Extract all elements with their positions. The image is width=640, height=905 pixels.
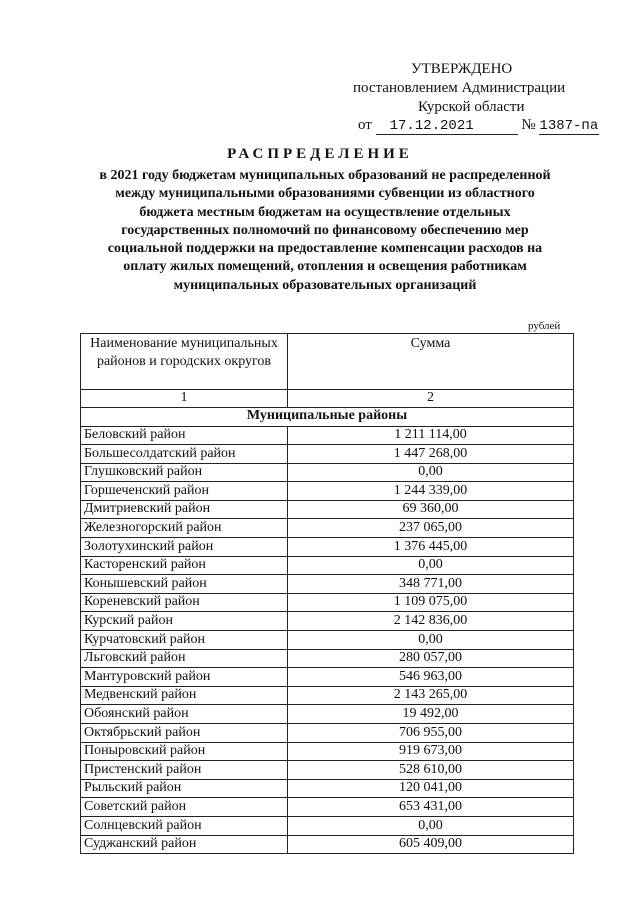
approval-authority: постановлением Администрации: [353, 80, 566, 96]
district-name: Советский район: [81, 798, 288, 817]
header-amount: Сумма: [288, 334, 574, 390]
table-row: [81, 612, 574, 631]
district-amount: 546 963,00: [288, 668, 574, 687]
district-amount: 280 057,00: [288, 649, 574, 668]
table-row: [81, 482, 574, 501]
table-row: [81, 519, 574, 538]
district-name: Солнцевский район: [81, 816, 288, 835]
district-amount: 1 244 339,00: [288, 482, 574, 501]
district-name: Пристенский район: [81, 761, 288, 780]
table-row: [81, 556, 574, 575]
district-name: Дмитриевский район: [81, 500, 288, 519]
district-name: Горшеченский район: [81, 482, 288, 501]
district-amount: 0,00: [288, 631, 574, 650]
district-amount: 237 065,00: [288, 519, 574, 538]
table-row: [81, 816, 574, 835]
table-row: [81, 705, 574, 724]
distribution-table: [80, 333, 574, 854]
district-name: Суджанский район: [81, 835, 288, 854]
table-row: [81, 631, 574, 650]
district-name: Кореневский район: [81, 593, 288, 612]
number-label: №: [521, 117, 536, 133]
section-title: Муниципальные районы: [81, 407, 574, 426]
table-row: [81, 742, 574, 761]
table-row: [81, 426, 574, 445]
column-number-1: 1: [81, 390, 288, 408]
approval-region: Курской области: [418, 99, 525, 115]
district-amount: 69 360,00: [288, 500, 574, 519]
table-header-row: [81, 334, 574, 390]
table-row: [81, 575, 574, 594]
district-name: Медвенский район: [81, 686, 288, 705]
table-row: [81, 724, 574, 743]
district-amount: 348 771,00: [288, 575, 574, 594]
table-row: [81, 761, 574, 780]
table-row: [81, 686, 574, 705]
column-number-2: 2: [288, 390, 574, 408]
district-amount: 120 041,00: [288, 779, 574, 798]
district-amount: 706 955,00: [288, 724, 574, 743]
from-label: от: [358, 117, 372, 133]
district-amount: 1 447 268,00: [288, 445, 574, 464]
document-title: РАСПРЕДЕЛЕНИЕ: [227, 146, 413, 162]
table-row: [81, 779, 574, 798]
district-amount: 528 610,00: [288, 761, 574, 780]
district-amount: 605 409,00: [288, 835, 574, 854]
table-row: [81, 463, 574, 482]
district-name: Конышевский район: [81, 575, 288, 594]
unit-label: рублей: [528, 320, 561, 332]
district-amount: 1 109 075,00: [288, 593, 574, 612]
district-name: Глушковский район: [81, 463, 288, 482]
district-name: Курский район: [81, 612, 288, 631]
district-amount: 919 673,00: [288, 742, 574, 761]
district-name: Железногорский район: [81, 519, 288, 538]
table-row: [81, 798, 574, 817]
district-name: Рыльский район: [81, 779, 288, 798]
district-amount: 1 376 445,00: [288, 538, 574, 557]
district-name: Обоянский район: [81, 705, 288, 724]
section-row: [81, 407, 574, 426]
table-row: [81, 835, 574, 854]
approval-date: 17.12.2021: [376, 119, 518, 135]
district-amount: 2 142 836,00: [288, 612, 574, 631]
table-row: [81, 538, 574, 557]
district-name: Мантуровский район: [81, 668, 288, 687]
district-amount: 653 431,00: [288, 798, 574, 817]
district-amount: 0,00: [288, 556, 574, 575]
district-name: Курчатовский район: [81, 631, 288, 650]
district-amount: 19 492,00: [288, 705, 574, 724]
district-name: Большесолдатский район: [81, 445, 288, 464]
district-amount: 0,00: [288, 463, 574, 482]
table-row: [81, 445, 574, 464]
column-numbers-row: [81, 390, 574, 408]
approval-number: 1387-па: [539, 118, 599, 134]
document-subtitle: в 2021 году бюджетам муниципальных образований не распределенной между муниципальными образованиями субвенции из областного бюджета местным бюджетам на осуществление отдельных государственных полномочий по финансовому обеспечению мер социальной поддержки на предоставление компенсации расходов на оплату жилых помещений, отопления и освещения работникам муниципальных образовательных организаций: [99, 168, 551, 293]
district-name: Поныровский район: [81, 742, 288, 761]
district-name: Золотухинский район: [81, 538, 288, 557]
table-row: [81, 593, 574, 612]
table-row: [81, 500, 574, 519]
district-name: Касторенский район: [81, 556, 288, 575]
table-row: [81, 649, 574, 668]
approval-heading: УТВЕРЖДЕНО: [411, 61, 513, 77]
district-name: Октябрьский район: [81, 724, 288, 743]
approval-date-line: [358, 116, 599, 135]
district-amount: 1 211 114,00: [288, 426, 574, 445]
header-name: Наименование муниципальных районов и городских округов: [81, 334, 288, 390]
district-name: Льговский район: [81, 649, 288, 668]
district-amount: 0,00: [288, 816, 574, 835]
district-amount: 2 143 265,00: [288, 686, 574, 705]
district-name: Беловский район: [81, 426, 288, 445]
table-row: [81, 668, 574, 687]
